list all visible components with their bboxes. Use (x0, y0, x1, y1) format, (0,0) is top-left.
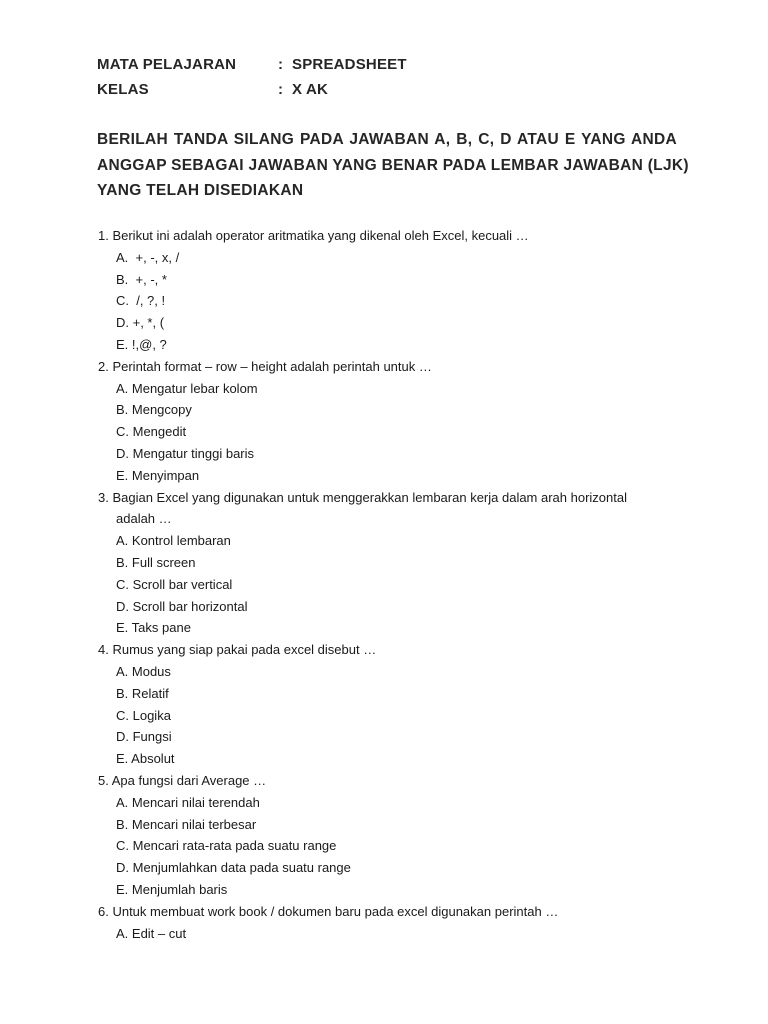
question-text: 2. Perintah format – row – height adalah perintah untuk … (98, 358, 432, 374)
answer-option: E. Menyimpan (116, 467, 200, 483)
answer-option: E. !,@, ? (116, 336, 167, 352)
answer-option: E. Menjumlah baris (116, 881, 228, 897)
header-separator: : (278, 56, 284, 73)
answer-option: E. Absolut (116, 751, 175, 767)
answer-option: D. Scroll bar horizontal (116, 598, 248, 614)
question-item (98, 901, 698, 945)
answer-option: C. Scroll bar vertical (116, 576, 233, 592)
answer-option: C. Mengedit (116, 424, 187, 440)
answer-option: A. Kontrol lembaran (116, 533, 231, 549)
question-text: 1. Berikut ini adalah operator aritmatika yang dikenal oleh Excel, kecuali … (98, 228, 529, 243)
header-value: X AK (292, 81, 329, 98)
answer-option: E. Taks pane (116, 620, 191, 636)
question-text-continued: adalah … (116, 511, 172, 527)
answer-option: C. Logika (116, 707, 171, 723)
question-text: 6. Untuk membuat work book / dokumen baru pada excel digunakan perintah … (98, 903, 559, 919)
instruction-line: ANGGAP SEBAGAI JAWABAN YANG BENAR PADA LEMBAR JAWABAN (LJK) (97, 156, 689, 174)
answer-option: B. +, -, * (116, 271, 167, 287)
question-item (98, 770, 698, 901)
header-value: SPREADSHEET (292, 56, 407, 73)
question-item (98, 225, 698, 356)
answer-option: D. Menjumlahkan data pada suatu range (116, 860, 351, 876)
answer-option: A. Edit – cut (116, 925, 187, 941)
header-separator: : (278, 81, 284, 98)
answer-option: D. Fungsi (116, 729, 172, 745)
instruction-line: YANG TELAH DISEDIAKAN (97, 182, 304, 199)
question-item (98, 356, 698, 487)
answer-option: A. +, -, x, / (116, 249, 180, 265)
answer-option: D. +, *, ( (116, 315, 165, 331)
question-item (98, 487, 698, 640)
answer-option: D. Mengatur tinggi baris (116, 445, 255, 461)
question-text: 4. Rumus yang siap pakai pada excel disebut … (98, 642, 377, 658)
answer-option: A. Modus (116, 663, 171, 679)
instruction-line: BERILAH TANDA SILANG PADA JAWABAN A, B, C, D ATAU E YANG ANDA (97, 131, 677, 148)
answer-option: C. Mencari rata-rata pada suatu range (116, 838, 337, 854)
question-list (98, 225, 698, 944)
question-item (98, 639, 698, 770)
answer-option: B. Mengcopy (116, 402, 192, 418)
answer-option: B. Relatif (116, 685, 169, 701)
question-text: 3. Bagian Excel yang digunakan untuk menggerakkan lembaran kerja dalam arah horizontal (98, 489, 627, 505)
question-text: 5. Apa fungsi dari Average … (98, 772, 267, 788)
answer-option: C. /, ?, ! (116, 293, 166, 309)
answer-option: B. Full screen (116, 554, 196, 570)
answer-option: B. Mencari nilai terbesar (116, 816, 257, 832)
header-key: KELAS (97, 81, 149, 98)
answer-option: A. Mencari nilai terendah (116, 794, 260, 810)
answer-option: A. Mengatur lebar kolom (116, 380, 258, 396)
instruction-paragraph (97, 127, 689, 204)
header-key: MATA PELAJARAN (97, 56, 237, 73)
